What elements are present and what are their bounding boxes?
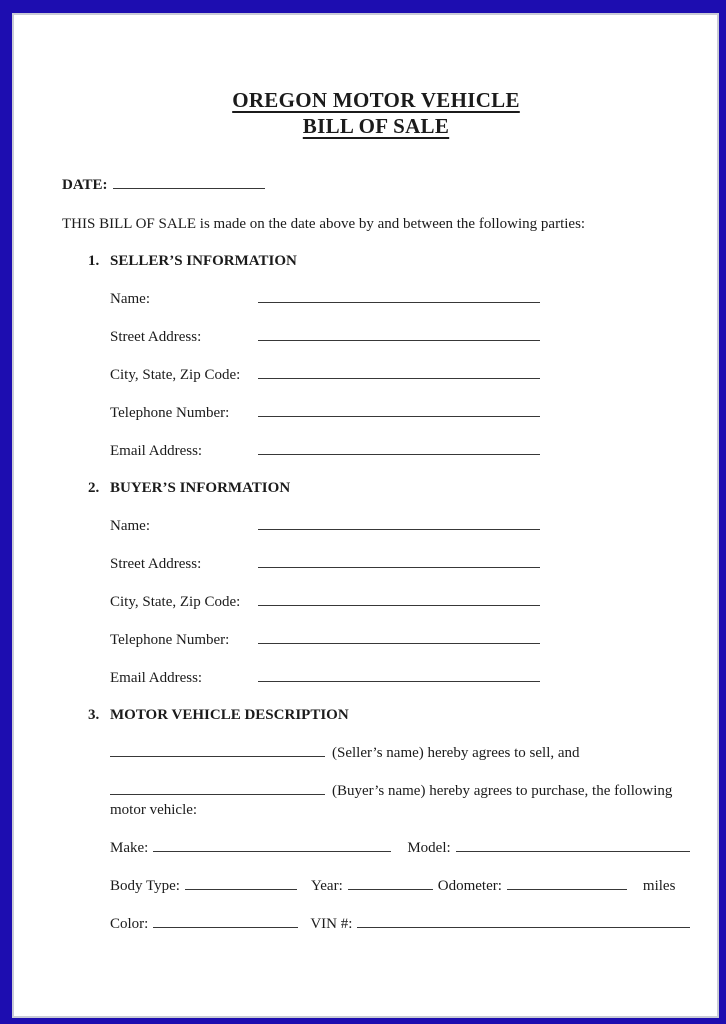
field-row (110, 441, 540, 461)
section-motor-vehicle-description (88, 706, 690, 934)
section-title: BUYER’S INFORMATION (110, 480, 291, 496)
model-label: Model: (407, 840, 451, 856)
buyer-clause-continuation: motor vehicle: (110, 802, 198, 818)
seller-name-input-line[interactable] (258, 289, 540, 303)
year-label: Year: (310, 878, 343, 894)
section-body (110, 516, 690, 688)
section-sellers-information (88, 252, 690, 461)
buyer-email-input-line[interactable] (258, 668, 540, 682)
field-label: Street Address: (110, 556, 202, 572)
date-row (62, 175, 690, 195)
field-label: Name: (110, 518, 150, 534)
field-label: Telephone Number: (110, 632, 230, 648)
make-model-row (110, 838, 690, 858)
vin-input-line[interactable] (357, 914, 690, 928)
date-input-line[interactable] (113, 175, 265, 189)
section-number: 3. (88, 707, 100, 723)
field-label: Email Address: (110, 443, 203, 459)
vin-label: VIN #: (310, 916, 353, 932)
seller-city-state-zip-input-line[interactable] (258, 365, 540, 379)
field-row (110, 289, 540, 309)
odometer-input-line[interactable] (507, 876, 627, 890)
body-type-label: Body Type: (110, 878, 180, 894)
section-title: MOTOR VEHICLE DESCRIPTION (110, 707, 349, 723)
color-label: Color: (110, 916, 149, 932)
seller-clause-row (110, 743, 690, 763)
odometer-unit-label: miles (642, 878, 676, 894)
section-heading (88, 706, 690, 725)
title-line-1: OREGON MOTOR VEHICLE (232, 88, 520, 112)
make-label: Make: (110, 840, 149, 856)
buyer-clause-row (110, 781, 690, 801)
buyer-name-clause-input-line[interactable] (110, 781, 325, 795)
document-title (62, 87, 690, 139)
model-input-line[interactable] (456, 838, 690, 852)
buyer-name-input-line[interactable] (258, 516, 540, 530)
color-input-line[interactable] (153, 914, 298, 928)
field-label: Name: (110, 291, 150, 307)
color-vin-row (110, 914, 690, 934)
field-row (110, 327, 540, 347)
field-row (110, 403, 540, 423)
section-body (110, 743, 690, 934)
seller-clause-text: (Seller’s name) hereby agrees to sell, and (332, 745, 580, 761)
title-line-2: BILL OF SALE (302, 114, 450, 138)
field-row (110, 516, 540, 536)
field-label: City, State, Zip Code: (110, 367, 241, 383)
intro-text: THIS BILL OF SALE is made on the date above by and between the following parties: (62, 216, 586, 232)
field-label: Email Address: (110, 670, 203, 686)
seller-street-address-input-line[interactable] (258, 327, 540, 341)
field-row (110, 668, 540, 688)
section-title: SELLER’S INFORMATION (110, 253, 297, 269)
body-type-input-line[interactable] (185, 876, 297, 890)
field-row (110, 630, 540, 650)
field-label: City, State, Zip Code: (110, 594, 241, 610)
odometer-label: Odometer: (437, 878, 502, 894)
seller-email-input-line[interactable] (258, 441, 540, 455)
buyer-city-state-zip-input-line[interactable] (258, 592, 540, 606)
section-body (110, 289, 690, 461)
field-label: Telephone Number: (110, 405, 230, 421)
year-input-line[interactable] (348, 876, 433, 890)
make-input-line[interactable] (153, 838, 391, 852)
seller-telephone-input-line[interactable] (258, 403, 540, 417)
field-row (110, 554, 540, 574)
section-heading (88, 252, 690, 271)
buyer-telephone-input-line[interactable] (258, 630, 540, 644)
section-number: 2. (88, 480, 100, 496)
buyer-street-address-input-line[interactable] (258, 554, 540, 568)
field-label: Street Address: (110, 329, 202, 345)
document-content (12, 13, 719, 1018)
date-label: DATE: (62, 177, 108, 193)
body-year-odometer-row (110, 876, 690, 896)
buyer-clause-text: (Buyer’s name) hereby agrees to purchase, the following (332, 783, 673, 799)
seller-name-clause-input-line[interactable] (110, 743, 325, 757)
section-number: 1. (88, 253, 100, 269)
field-row (110, 592, 540, 612)
section-buyers-information (88, 479, 690, 688)
field-row (110, 365, 540, 385)
section-heading (88, 479, 690, 498)
